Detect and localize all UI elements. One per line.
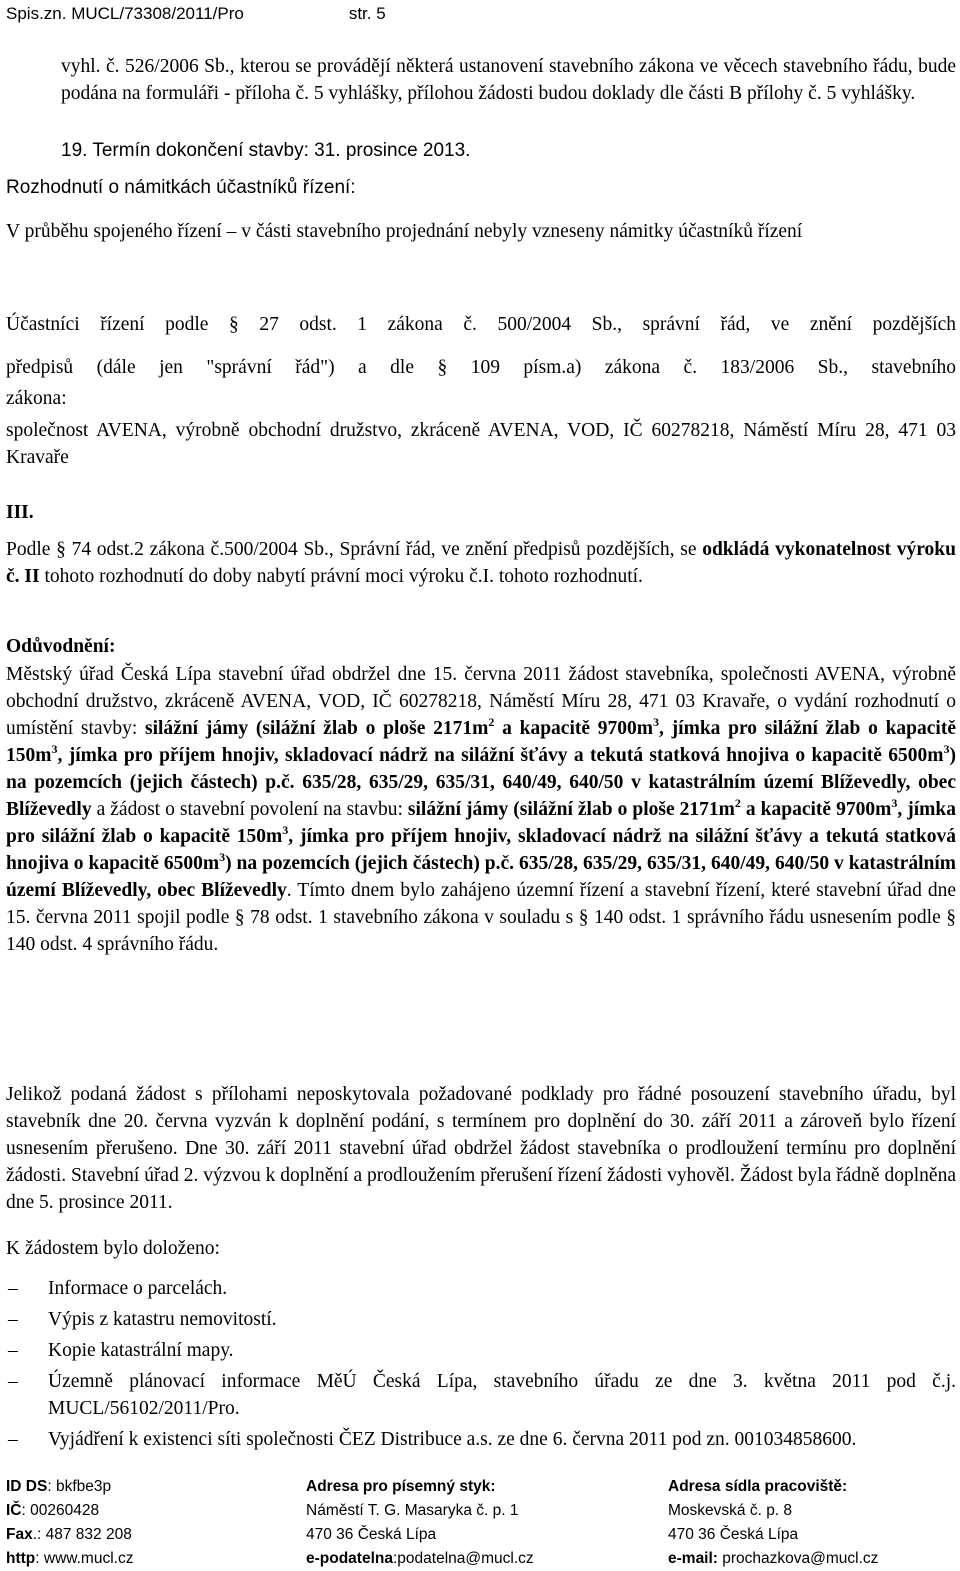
section-iii-numeral: III. [6,502,34,523]
list-item: – Informace o parcelách. [8,1278,228,1299]
list-item: – Územně plánovací informace MěÚ Česká Lípa, stavebního úřadu ze dne 3. května 2011 pod č.j. MUCL/56102/2011/Pro. [8,1371,956,1419]
item-19: 19. Termín dokončení stavby: 31. prosince 2013. [61,140,471,161]
participant-company: společnost AVENA, výrobně obchodní družstvo, zkráceně AVENA, VOD, IČ 60278218, Náměstí Míru 28, 471 03 Kravaře [6,420,956,468]
intro-text: vyhl. č. 526/2006 Sb., kterou se provádějí některá ustanovení stavebního zákona ve věcech stavebního řádu, bude podána na formuláři - příloha č. 5 vyhlášky, přílohou žádosti budou doklady dle části B přílohy č. 5 vyhlášky. [61,56,956,104]
page-header [6,4,386,24]
footer-office-address: Adresa sídla pracoviště: Moskevská č. p. 8 470 36 Česká Lípa e-mail: prochazkova@mucl.cz [668,1478,879,1567]
list-item: – Kopie katastrální mapy. [8,1340,234,1361]
epodatelna-email: :podatelna@mucl.cz [392,1550,534,1567]
page-number: str. 5 [348,4,386,23]
attachments-heading: K žádostem bylo doloženo: [6,1238,220,1259]
contact-email: prochazkova@mucl.cz [717,1550,879,1567]
list-item: – Výpis z katastru nemovitostí. [8,1309,277,1330]
website-link: : www.mucl.cz [35,1550,134,1567]
footer-mailing-address: Adresa pro písemný styk: Náměstí T. G. Masaryka č. p. 1 470 36 Česká Lípa e-podatelna:podatelna@mucl.cz [306,1478,534,1567]
participants-section [6,310,956,339]
file-reference: Spis.zn. MUCL/73308/2011/Pro [6,4,244,23]
intro-paragraph [6,53,956,107]
participants-line-1: Účastníci řízení podle § 27 odst. 1 zákona č. 500/2004 Sb., správní řád, ve znění pozdějších [6,314,956,335]
reasoning-heading: Odůvodnění: [6,636,116,657]
objections-heading: Rozhodnutí o námitkách účastníků řízení: [6,177,356,198]
participants-section-2 [6,353,956,382]
participants-line-3: zákona: [6,388,67,409]
list-item: – Vyjádření k existenci síti společnosti ČEZ Distribuce a.s. ze dne 6. června 2011 pod zn. 001034858600. [8,1429,857,1450]
participants-section-3 [6,385,956,412]
reasoning-text: Městský úřad Česká Lípa stavební úřad obdržel dne 15. června 2011 žádost stavebníka, společnosti AVENA, výrobně obchodní družstvo, zkráceně AVENA, VOD, IČ 60278218, Náměstí Míru 28, 471 03 Kravaře, o vydání rozhodnutí o umístění stavby: silážní jámy (silážní žlab o ploše $2171m^2$ a kapacitě $9700m^3$, jímka pro silážní žlab o kapacitě $150m^3$, jímka pro příjem hnojiv, skladovací nádrž na silážní šťávy a tekutá statková hnojiva o kapacitě $6500m^3$) na pozemcích (jejich částech) p.č. 635/28, 635/29, 635/31, 640/49, 640/50 v katastrálním území Blíževedly, obec Blíževedly a žádost o stavební povolení na stavbu: silážní jámy (silážní žlab o ploše $2171m^2$ a kapacitě $9700m^3$, jímka pro silážní žlab o kapacitě $150m^3$, jímka pro příjem hnojiv, skladovací nádrž na silážní šťávy a tekutá statková hnojiva o kapacitě $6500m^3$) na pozemcích (jejich částech) p.č. 635/28, 635/29, 635/31, 640/49, 640/50 v katastrálním území Blíževedly, obec Blíževedly. Tímto dnem bylo zahájeno územní řízení a stavební řízení, které stavební úřad dne 15. června 2011 spojil podle § 78 odst. 1 stavebního zákona v souladu s § 140 odst. 1 správního řádu usnesením podle § 140 odst. 4 správního řádu. [6,664,956,955]
footer-contact-column: ID DS: bkfbe3p IČ: 00260428 Fax.: 487 832 208 http: www.mucl.cz [6,1478,134,1567]
attachments-list [6,1275,956,1457]
participants-line-2: předpisů (dále jen "správní řád") a dle § 109 písm.a) zákona č. 183/2006 Sb., stavebního [6,357,956,378]
objections-text: V průběhu spojeného řízení – v části stavebního projednání nebyly vzneseny námitky účastníků řízení [6,221,803,242]
supplement-paragraph: Jelikož podaná žádost s přílohami neposkytovala požadované podklady pro řádné posouzení stavebního úřadu, byl stavebník dne 20. června vyzván k doplnění podání, s termínem pro doplnění do 30. září 2011 a zároveň bylo řízení usnesením přerušeno. Dne 30. září 2011 stavební úřad obdržel žádost stavebníka o prodloužení termínu pro doplnění žádosti. Stavební úřad 2. výzvou k doplnění a prodloužením přerušení řízení žádosti vyhověl. Žádost byla řádně doplněna dne 5. prosince 2011. [6,1084,956,1213]
section-iii-text: Podle § 74 odst.2 zákona č.500/2004 Sb., Správní řád, ve znění předpisů pozdějších, se odkládá vykonatelnost výroku č. II tohoto rozhodnutí do doby nabytí právní moci výroku č.I. tohoto rozhodnutí. [6,539,956,587]
